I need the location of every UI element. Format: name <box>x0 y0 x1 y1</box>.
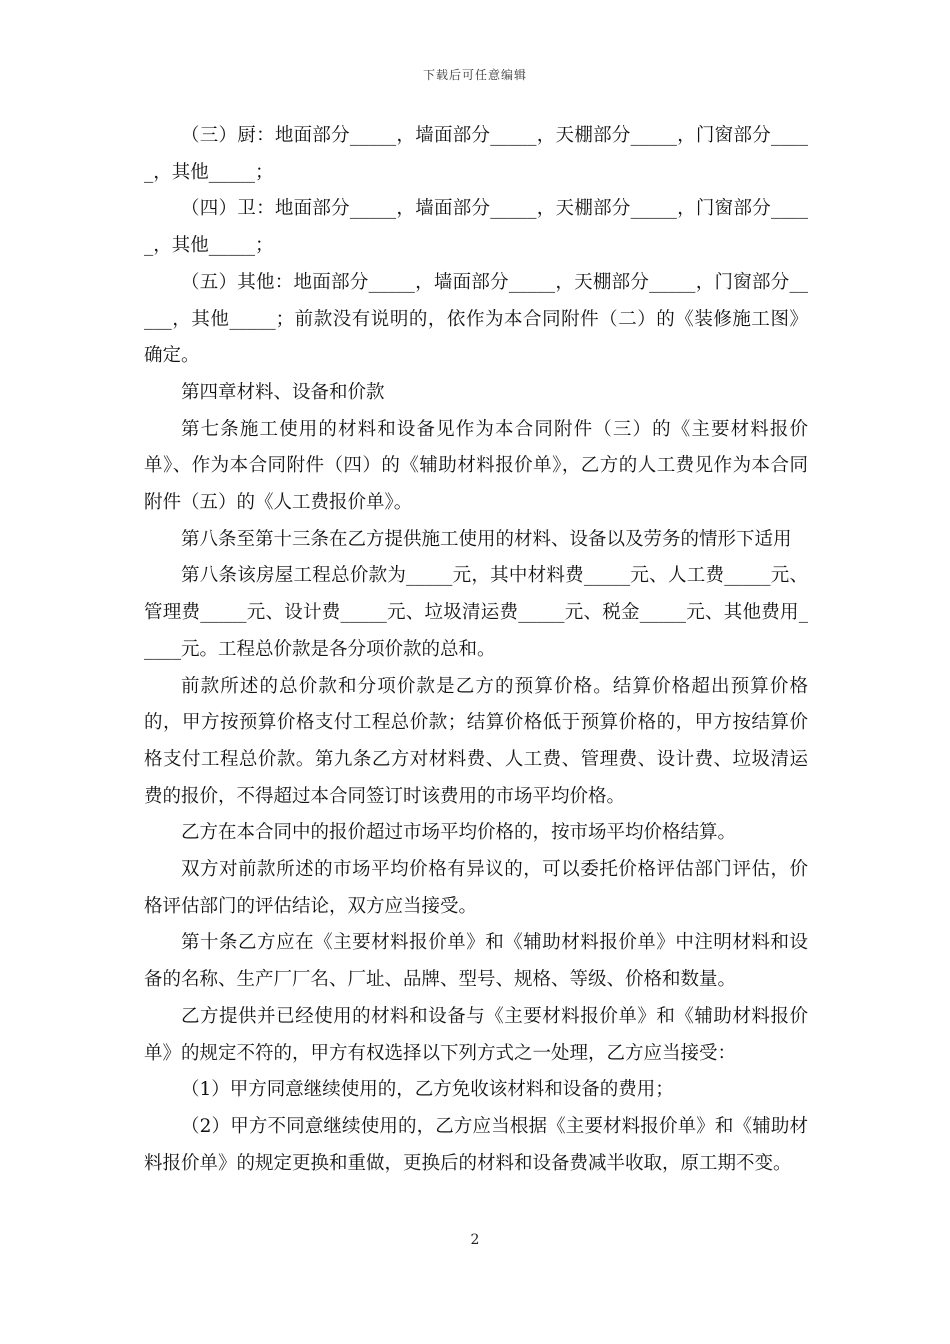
article-8: 第八条该房屋工程总价款为_____元，其中材料费_____元、人工费_____元、管理费_____元、设计费_____元、垃圾清运费_____元、税金_____元、其他费用_____元。工程总价款是各分项价款的总和。 <box>144 565 808 660</box>
page-header: 下载后可任意编辑 <box>422 68 527 82</box>
document-body <box>144 118 808 1182</box>
paragraph-kitchen: （三）厨：地面部分_____，墙面部分_____，天棚部分_____，门窗部分_____，其他_____； <box>144 125 808 183</box>
page-number: 2 <box>470 1232 480 1248</box>
option-2: （2）甲方不同意继续使用的，乙方应当根据《主要材料报价单》和《辅助材料报价单》的规定更换和重做，更换后的材料和设备费减半收取，原工期不变。 <box>144 1115 808 1174</box>
paragraph-other: （五）其他：地面部分_____，墙面部分_____，天棚部分_____，门窗部分_____，其他_____；前款没有说明的，依作为本合同附件（二）的《装修施工图》确定。 <box>144 271 808 367</box>
paragraph-bathroom: （四）卫：地面部分_____，墙面部分_____，天棚部分_____，门窗部分_____，其他_____； <box>144 198 808 257</box>
chapter-heading: 第四章材料、设备和价款 <box>181 381 385 403</box>
article-10: 第十条乙方应在《主要材料报价单》和《辅助材料报价单》中注明材料和设备的名称、生产厂厂名、厂址、品牌、型号、规格、等级、价格和数量。 <box>144 932 808 991</box>
article-7: 第七条施工使用的材料和设备见作为本合同附件（三）的《主要材料报价单》、作为本合同附件（四）的《辅助材料报价单》，乙方的人工费见作为本合同附件（五）的《人工费报价单》。 <box>144 418 808 514</box>
price-dispute-paragraph: 双方对前款所述的市场平均价格有异议的，可以委托价格评估部门评估，价格评估部门的评估结论，双方应当接受。 <box>144 859 808 917</box>
article-8-13-scope: 第八条至第十三条在乙方提供施工使用的材料、设备以及劳务的情形下适用 <box>181 528 792 550</box>
budget-price-paragraph: 前款所述的总价款和分项价款是乙方的预算价格。结算价格超出预算价格的，甲方按预算价格支付工程总价款；结算价格低于预算价格的，甲方按结算价格支付工程总价款。第九条乙方对材料费、人工费、管理费、设计费、垃圾清运费的报价，不得超过本合同签订时该费用的市场平均价格。 <box>144 675 808 807</box>
market-price-paragraph: 乙方在本合同中的报价超过市场平均价格的，按市场平均价格结算。 <box>181 822 737 844</box>
nonconforming-materials-paragraph: 乙方提供并已经使用的材料和设备与《主要材料报价单》和《辅助材料报价单》的规定不符的，甲方有权选择以下列方式之一处理，乙方应当接受： <box>144 1005 808 1064</box>
option-1: （1）甲方同意继续使用的，乙方免收该材料和设备的费用； <box>181 1079 674 1101</box>
